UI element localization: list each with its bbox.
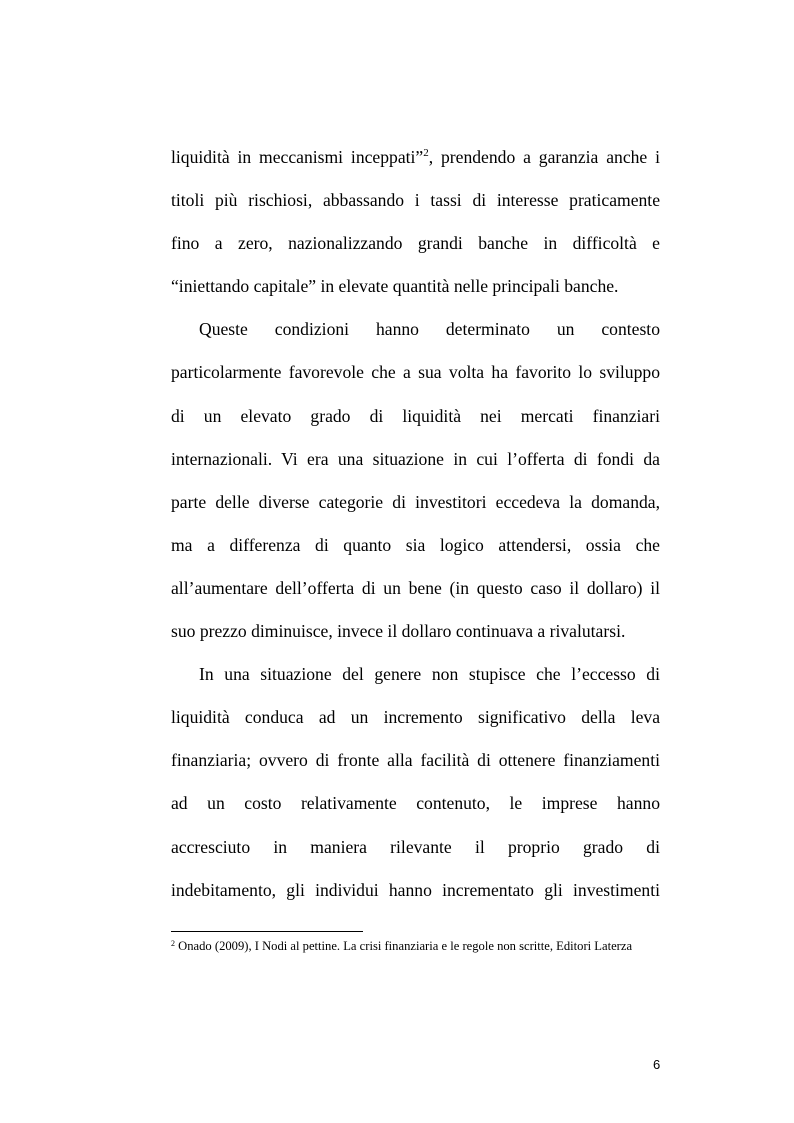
text-line: liquidità conduca ad un incremento significativo della leva — [171, 707, 660, 728]
text-line: all’aumentare dell’offerta di un bene (in questo caso il dollaro) il — [171, 577, 660, 598]
page-number: 6 — [653, 1057, 661, 1072]
text-line: Queste condizioni hanno determinato un contesto — [199, 319, 660, 340]
body-text — [171, 136, 660, 912]
footnote-text: Onado (2009), I Nodi al pettine. La crisi finanziaria e le regole non scritte, Editori Laterza — [175, 939, 633, 953]
text-line: ad un costo relativamente contenuto, le imprese hanno — [171, 793, 660, 814]
footnote-reference: 2 — [423, 147, 429, 159]
text-line: finanziaria; ovvero di fronte alla facilità di ottenere finanziamenti — [171, 750, 660, 771]
text-line: suo prezzo diminuisce, invece il dollaro continuava a rivalutarsi. — [171, 621, 626, 642]
footnote — [171, 938, 660, 954]
footnote-separator — [171, 931, 363, 932]
text-line-start: liquidità in meccanismi inceppati” — [171, 147, 424, 167]
text-line: parte delle diverse categorie di investitori eccedeva la domanda, — [171, 491, 660, 512]
footnote-mark: 2 — [171, 939, 175, 948]
text-line — [171, 136, 660, 179]
text-line-end: , prendendo a garanzia anche i — [428, 147, 660, 167]
text-line: titoli più rischiosi, abbassando i tassi di interesse praticamente — [171, 190, 660, 211]
text-line: di un elevato grado di liquidità nei mercati finanziari — [171, 405, 660, 426]
text-line: fino a zero, nazionalizzando grandi banche in difficoltà e — [171, 233, 660, 254]
text-line: “iniettando capitale” in elevate quantità nelle principali banche. — [171, 276, 619, 297]
text-line: In una situazione del genere non stupisce che l’eccesso di — [199, 664, 660, 685]
text-line: indebitamento, gli individui hanno incrementato gli investimenti — [171, 879, 660, 900]
text-line: accresciuto in maniera rilevante il proprio grado di — [171, 836, 660, 857]
text-line: particolarmente favorevole che a sua volta ha favorito lo sviluppo — [171, 362, 660, 383]
text-line: ma a differenza di quanto sia logico attendersi, ossia che — [171, 534, 660, 555]
text-line: internazionali. Vi era una situazione in cui l’offerta di fondi da — [171, 448, 660, 469]
